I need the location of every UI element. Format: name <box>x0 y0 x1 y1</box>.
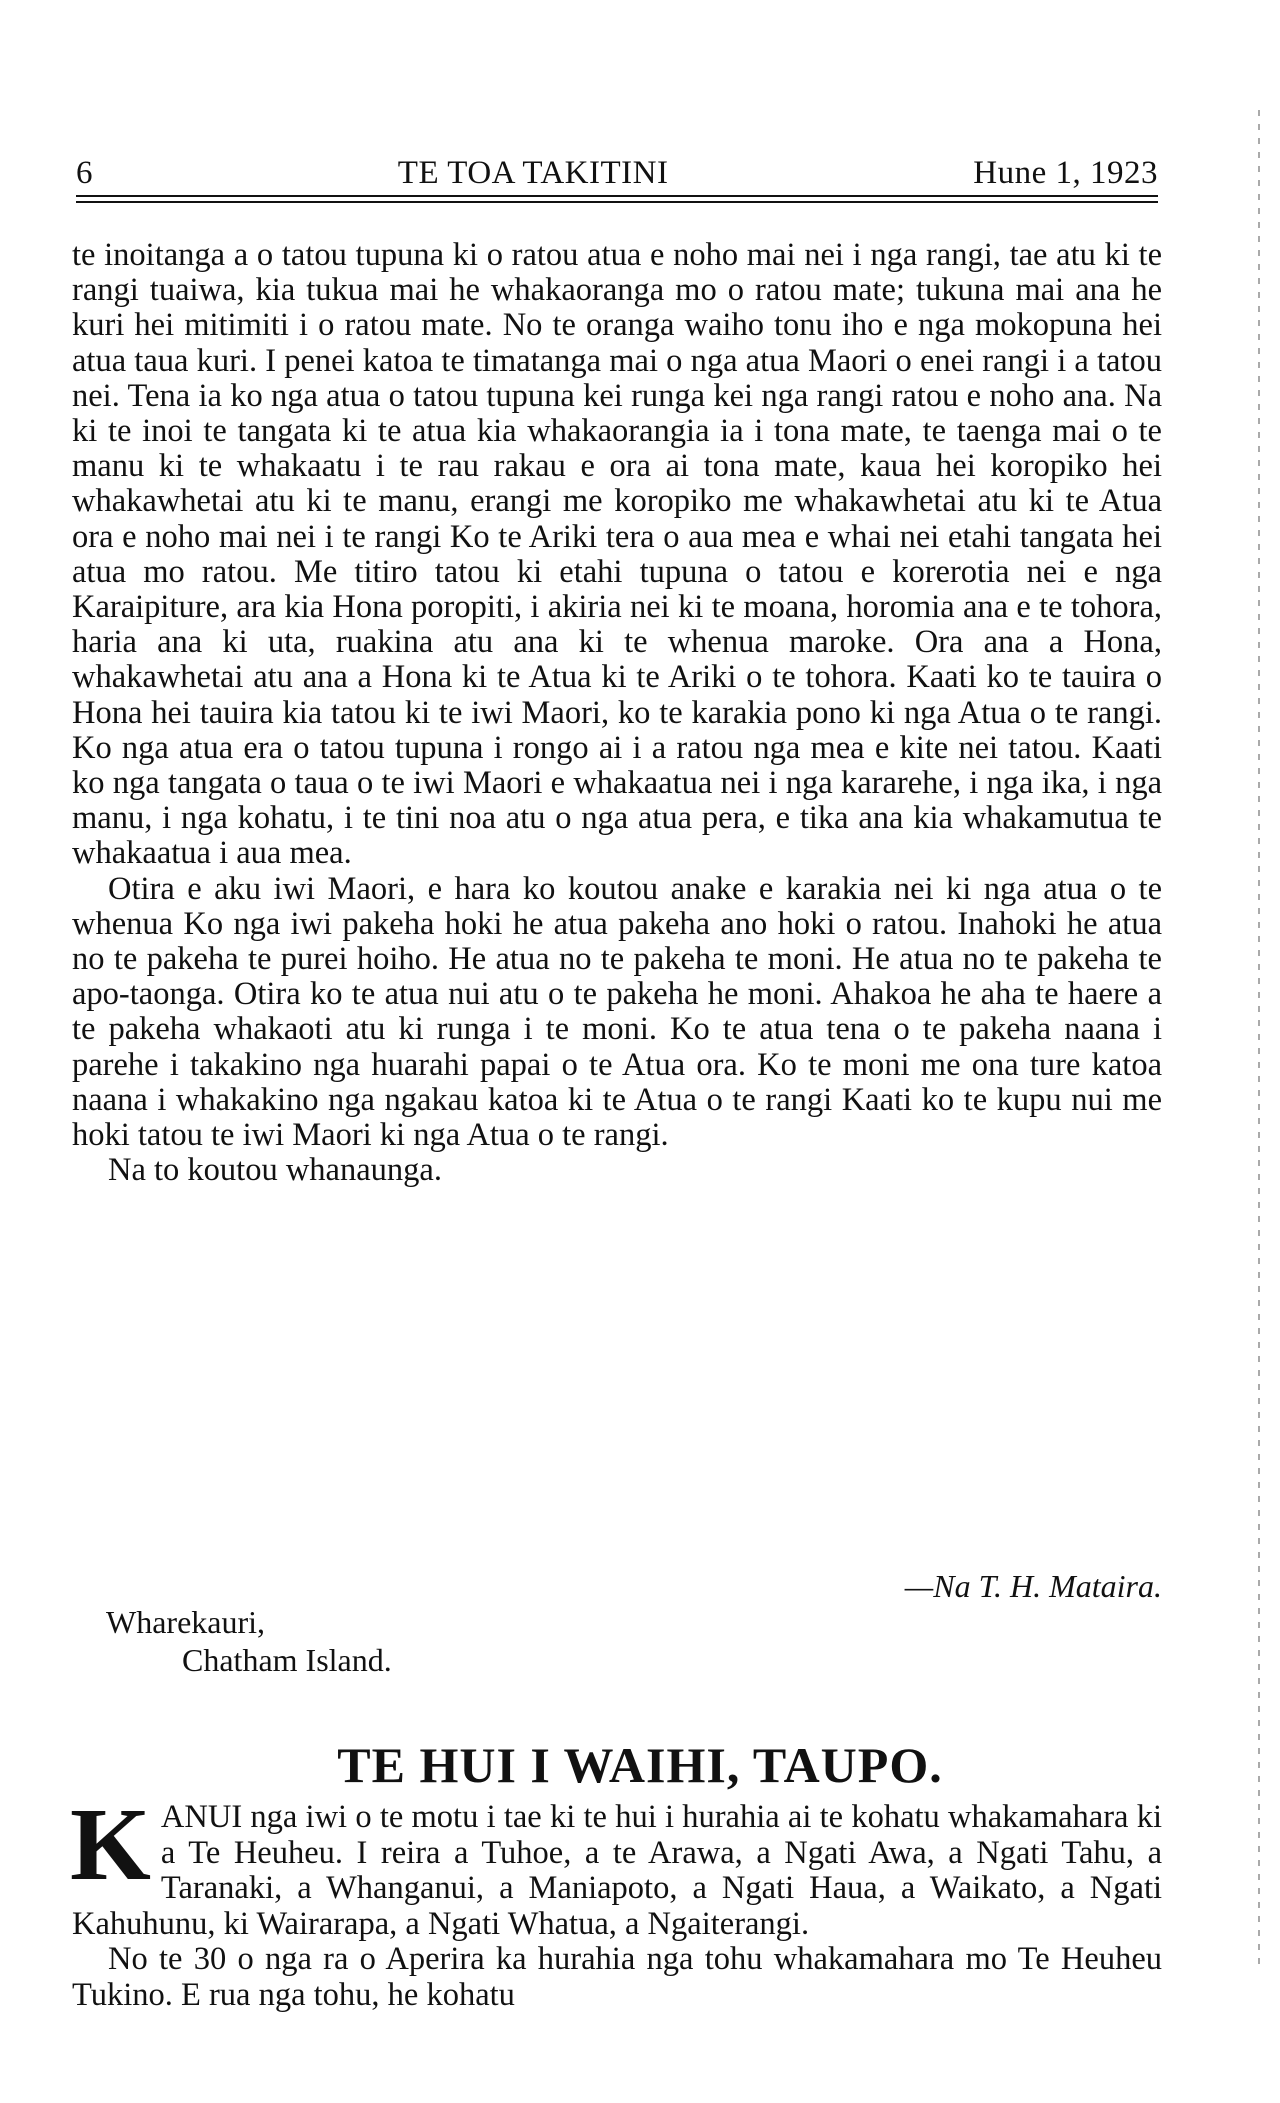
drop-cap: K <box>70 1787 151 1902</box>
issue-date: Hune 1, 1923 <box>973 155 1158 191</box>
letter-place: Wharekauri, <box>106 1604 266 1640</box>
letter-paragraph: te inoitanga a o tatou tupuna ki o ratou atua e noho mai nei i nga rangi, tae atu ki te rangi tuaiwa, kia tukua mai he whakaoranga mo o ratou mate; tukuna mai ana he kuri hei mitimiti i o ratou mate. No te oranga waiho tonu iho e nga mokopuna hei atua taua kuri. I penei katoa te timatanga mai o nga atua Maori o enei rangi i a tatou nei. Tena ia ko nga atua o tatou tupuna kei runga kei nga rangi ratou e noho ana. Na ki te inoi te tangata ki te atua kia whakaorangia ia i tona mate, te taenga mai o te manu ki te whakaatu i te rau rakau e ora ai tona mate, kaua hei koropiko hei whakawhetai atu ki te manu, erangi me koropiko me whakawhetai atu ki te Atua ora e noho mai nei i te rangi Ko te Ariki tera o aua mea e whai nei etahi tangata hei atua mo ratou. Me titiro tatou ki etahi tupuna o tatou e korerotia nei e nga Karaipiture, ara kia Hona poropiti, i akiria nei ki te moana, horomia ana e te tohora, haria ana ki uta, ruakina atu ana ki te whenua maroke. Ora ana a Hona, whakawhetai atu ana a Hona ki te Atua ki te Ariki o te tohora. Kaati ko te tauira o Hona hei tauira kia tatou ki te iwi Maori, ko te karakia pono ki nga Atua o te rangi. Ko nga atua era o tatou tupuna i rongo ai i a ratou nga mea e kite nei tatou. Kaati ko nga tangata o taua o te iwi Maori e whakaatua nei i nga kararehe, i nga ika, i nga manu, i nga kohatu, i te tini noa atu o nga atua pera, e tika ana kia whakamutua te whakaatua i aua mea. <box>72 237 1162 872</box>
header-rule-double <box>76 201 1158 203</box>
letter-body <box>72 238 1162 1188</box>
header-rule <box>76 195 1158 197</box>
letter-signature: —Na T. H. Mataira. <box>904 1568 1162 1604</box>
article-body <box>70 1787 1162 2014</box>
page-header <box>76 148 1158 192</box>
letter-place-island: Chatham Island. <box>182 1642 392 1678</box>
article-paragraph <box>70 1787 1162 1942</box>
publication-title: TE TOA TAKITINI <box>397 155 669 191</box>
page-edge-shadow <box>1258 110 1260 1970</box>
article-paragraph: No te 30 o nga ra o Aperira ka hurahia nga tohu whakamahara mo Te Heuheu Tukino. E rua nga tohu, he kohatu <box>72 1941 1162 2013</box>
page-number: 6 <box>76 155 93 191</box>
article-headline: TE HUI I WAIHI, TAUPO. <box>337 1737 943 1793</box>
letter-paragraph: Otira e aku iwi Maori, e hara ko koutou anake e karakia nei ki nga atua o te whenua Ko nga iwi pakeha hoki he atua pakeha ano hoki o ratou. Inahoki he atua no te pakeha te purei hoiho. He atua no te pakeha te moni. He atua no te pakeha te apo-taonga. Otira ko te atua nui atu o te pakeha he moni. Ahakoa he aha te haere a te pakeha whakaoti atu ki runga i te moni. Ko te atua tena o te pakeha naana i parehe i takakino nga huarahi papai o te Atua ora. Ko te moni me ona ture katoa naana i whakakino nga ngakau katoa ki te Atua o te rangi Kaati ko te kupu nui me hoki tatou te iwi Maori ki nga Atua o te rangi. <box>72 870 1162 1154</box>
letter-closing: Na to koutou whanaunga. <box>108 1152 442 1189</box>
article-paragraph-text: ANUI nga iwi o te motu i tae ki te hui i hurahia ai te kohatu whakamahara ki a Te Heuheu. I reira a Tuhoe, a te Arawa, a Ngati Awa, a Ngati Tahu, a Taranaki, a Whanganui, a Maniapoto, a Ngati Haua, a Waikato, a Ngati Kahuhunu, ki Wairarapa, a Ngati Whatua, a Ngaiterangi. <box>72 1799 1162 1942</box>
